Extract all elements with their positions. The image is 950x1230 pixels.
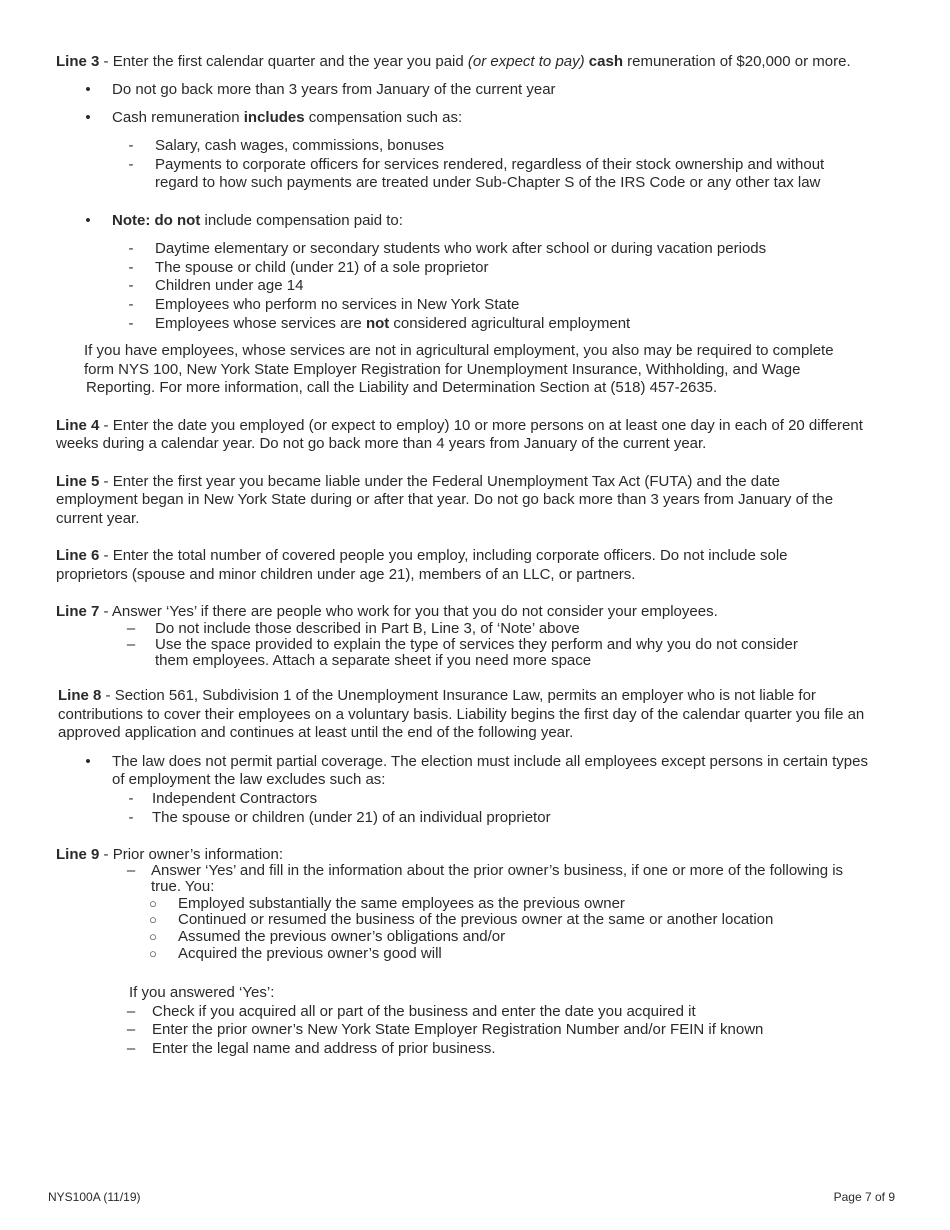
dash-icon: - [128,809,134,826]
line8-d2: The spouse or children (under 21) of an individual proprietor [152,809,551,826]
circle-bullet-icon: ○ [149,929,157,944]
line7-label: Line 7 [56,603,100,620]
line8-d1: Independent Contractors [152,790,318,807]
line9-y3: Enter the legal name and address of prior business. [152,1040,496,1057]
circle-bullet-icon: ○ [149,896,157,911]
line4-l1 [56,417,863,435]
line8-bullet-l1: The law does not permit partial coverage. The election must include all employees except persons in certain types [112,753,868,770]
line9-c2: Continued or resumed the business of the previous owner at the same or another location [178,911,774,928]
line3-note-text: include compensation paid to: [200,212,403,229]
line8-text: - Section 561, Subdivision 1 of the Unemployment Insurance Law, permits an employer who is not liable for [101,687,816,704]
dash-icon: – [126,1003,136,1020]
line3-text: - Enter the first calendar quarter and the year you paid [99,53,468,70]
line3-exclude-2: The spouse or child (under 21) of a sole proprietor [155,259,489,276]
line5-text: - Enter the first year you became liable under the Federal Unemployment Tax Act (FUTA) and the date [99,473,780,490]
dash-icon: – [126,620,136,637]
line3-label: Line 3 [56,53,100,70]
line6-l2: proprietors (spouse and minor children under age 21), members of an LLC, or partners. [56,566,636,583]
line9-label: Line 9 [56,846,100,863]
line9-text: - Prior owner’s information: [99,846,284,863]
dash-icon: – [126,862,136,879]
line3-exclude-5-bold: not [365,315,390,332]
line3-exclude-5 [155,315,630,333]
line3-exclude-5-text: Employees whose services are [155,315,366,332]
line4-l2: weeks during a calendar year. Do not go back more than 4 years from January of the current year. [56,435,707,452]
bullet-icon: • [85,753,91,770]
line4-label: Line 4 [56,417,100,434]
dash-icon: - [128,240,134,257]
line3-bullet-1: Do not go back more than 3 years from January of the current year [112,81,556,98]
line5-label: Line 5 [56,473,100,490]
line3-exclude-3: Children under age 14 [155,277,304,294]
line6-l1 [56,547,788,565]
line7-text: - Answer ‘Yes’ if there are people who work for you that you do not consider your employees. [99,603,718,620]
line7-d2-l2: them employees. Attach a separate sheet if you need more space [155,652,592,669]
line8-l1 [58,687,816,705]
footer-page-number: Page 7 of 9 [833,1190,895,1204]
line8-bullet-l2: of employment the law excludes such as: [112,771,386,788]
line3-bullet-2-bold: includes [243,109,305,126]
dash-icon: - [128,156,134,173]
line3-para-l1: If you have employees, whose services are not in agricultural employment, you also may be required to complete [84,342,834,359]
line6-label: Line 6 [56,547,100,564]
line7-l1 [56,603,718,621]
line4-text: - Enter the date you employed (or expect to employ) 10 or more persons on at least one day in each of 20 different [99,417,863,434]
line9-y1: Check if you acquired all or part of the business and enter the date you acquired it [152,1003,696,1020]
line3-bullet-2-end: compensation such as: [304,109,463,126]
line3-text-end: remuneration of $20,000 or more. [623,53,851,70]
line3-cash: cash [588,53,623,70]
line3-heading [56,53,851,71]
dash-icon: - [128,315,134,332]
circle-bullet-icon: ○ [149,946,157,961]
bullet-icon: • [85,81,91,98]
line5-l2: employment began in New York State during or after that year. Do not go back more than 3 years from January of the [56,491,834,508]
line3-bullet-2-text: Cash remuneration [112,109,244,126]
line3-exclude-1: Daytime elementary or secondary students who work after school or during vacation periods [155,240,767,257]
dash-icon: – [126,636,136,653]
line3-text-italic: (or expect to pay) [467,53,585,70]
line9-c3: Assumed the previous owner’s obligations and/or [178,928,506,945]
line3-include-2: Payments to corporate officers for services rendered, regardless of their stock ownership and without regard to how such payments are treated under Sub-Chapter S of the IRS Code or any other tax law [155,156,825,191]
line9-if-yes: If you answered ‘Yes’: [129,984,275,1001]
circle-bullet-icon: ○ [149,912,157,927]
dash-icon: - [128,277,134,294]
line3-exclude-5-end: considered agricultural employment [389,315,631,332]
dash-icon: - [128,790,134,807]
line5-l1 [56,473,780,491]
line9-c1: Employed substantially the same employees as the previous owner [178,895,625,912]
line9-c4: Acquired the previous owner’s good will [178,945,442,962]
line9-d1-l2: true. You: [151,878,215,895]
dash-icon: – [126,1021,136,1038]
line7-d2-l1: Use the space provided to explain the type of services they perform and why you do not consider [155,636,798,653]
line3-bullet-2 [112,109,462,127]
footer-form-id: NYS100A (11/19) [48,1190,141,1204]
line8-l3: approved application and continues at least until the end of the following year. [58,724,574,741]
dash-icon: – [126,1040,136,1057]
line8-label: Line 8 [58,687,102,704]
line3-exclude-4: Employees who perform no services in New York State [155,296,520,313]
line3-note [112,212,403,230]
line5-l3: current year. [56,510,140,527]
dash-icon: - [128,137,134,154]
line6-text: - Enter the total number of covered people you employ, including corporate officers. Do not include sole [99,547,788,564]
line3-para-l2: form NYS 100, New York State Employer Registration for Unemployment Insurance, Withholding, and Wage [84,361,801,378]
dash-icon: - [128,296,134,313]
line9-y2: Enter the prior owner’s New York State Employer Registration Number and/or FEIN if known [152,1021,764,1038]
line9-d1-l1: Answer ‘Yes’ and fill in the information about the prior owner’s business, if one or more of the following is [151,862,844,879]
bullet-icon: • [85,109,91,126]
bullet-icon: • [85,212,91,229]
line3-para-l3: Reporting. For more information, call the Liability and Determination Section at (518) 457-2635. [86,379,718,396]
line3-note-bold: Note: do not [112,212,201,229]
line7-d1: Do not include those described in Part B, Line 3, of ‘Note’ above [155,620,580,637]
line8-l2: contributions to cover their employees on a voluntary basis. Liability begins the first day of the calendar quarter you file an [58,706,865,723]
dash-icon: - [128,259,134,276]
line3-include-1: Salary, cash wages, commissions, bonuses [155,137,445,154]
